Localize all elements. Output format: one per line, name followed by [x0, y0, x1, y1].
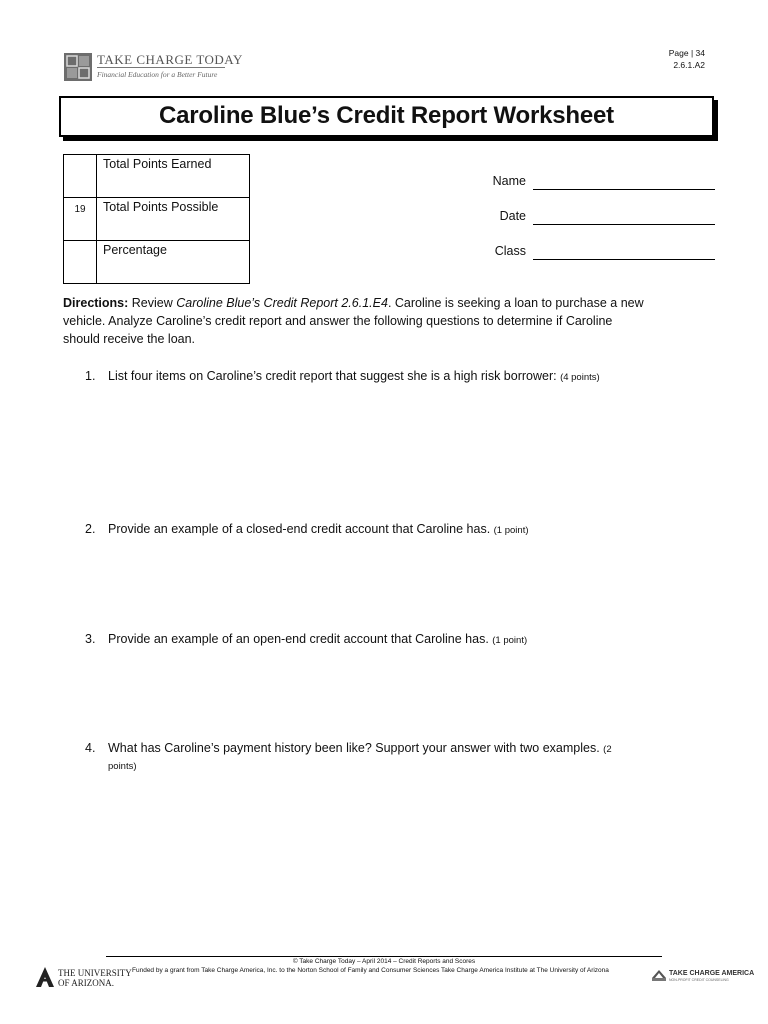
directions-text: should receive the loan.: [63, 332, 196, 346]
question-text: Provide an example of an open-end credit account that Caroline has.: [108, 632, 493, 646]
logo-divider: [97, 67, 225, 68]
class-field[interactable]: [533, 259, 715, 260]
ua-line-2: OF ARIZONA.: [58, 978, 115, 988]
directions-text: Review: [128, 296, 177, 310]
question-number: 2.: [85, 522, 96, 536]
doc-code: 2.6.1.A2: [673, 60, 705, 70]
page-label: Page | 34: [668, 48, 705, 58]
points-cell[interactable]: [64, 155, 97, 198]
question-text: List four items on Caroline’s credit report that suggest she is a high risk borrower:: [108, 369, 561, 383]
take-charge-america-logo-icon: [652, 968, 666, 982]
question-points: (1 point): [493, 525, 529, 536]
take-charge-america-name: TAKE CHARGE AMERICA: [669, 970, 755, 977]
date-label: Date: [499, 209, 526, 223]
question-1: [85, 367, 665, 387]
question-points: (2: [603, 744, 612, 755]
take-charge-today-logo-icon: [64, 53, 92, 81]
question-points: (4 points): [560, 372, 600, 383]
question-number: 1.: [85, 369, 96, 383]
ua-line-1: THE UNIVERSITY: [58, 968, 132, 978]
name-label: Name: [492, 174, 526, 188]
question-text: Provide an example of a closed-end credit account that Caroline has.: [108, 522, 494, 536]
table-row: [64, 198, 250, 241]
points-label: Total Points Earned: [97, 155, 250, 198]
logo-tagline: Financial Education for a Better Future: [97, 70, 218, 79]
question-4: [85, 739, 665, 773]
footer-funding: Funded by a grant from Take Charge America, Inc. to the Norton School of Family and Consumer Sciences Take Charge America Institute at The University of Arizona: [132, 967, 609, 974]
points-table: [63, 154, 250, 284]
university-of-arizona-name: [58, 968, 132, 988]
question-points: points): [108, 761, 137, 772]
page-number-block: [669, 47, 705, 71]
logo-title: TAKE CHARGE TODAY: [97, 52, 243, 67]
directions-text: vehicle. Analyze Caroline’s credit report and answer the following questions to determine if Caroline: [63, 314, 613, 328]
points-cell[interactable]: [64, 241, 97, 284]
title-box: [59, 96, 714, 137]
directions-text: . Caroline is seeking a loan to purchase a new: [387, 296, 644, 310]
date-field[interactable]: [533, 224, 715, 225]
table-row: [64, 155, 250, 198]
directions-reference: Caroline Blue’s Credit Report 2.6.1.E4: [176, 296, 388, 310]
directions-paragraph: [63, 294, 663, 348]
question-points: (1 point): [492, 635, 528, 646]
footer-divider: [106, 956, 662, 957]
footer-copyright: © Take Charge Today – April 2014 – Credit Reports and Scores: [292, 958, 476, 965]
table-row: [64, 241, 250, 284]
class-label: Class: [494, 244, 526, 258]
points-cell[interactable]: 19: [64, 198, 97, 241]
question-number: 3.: [85, 632, 96, 646]
question-3: [85, 630, 665, 650]
question-text: What has Caroline’s payment history been like? Support your answer with two examples.: [108, 741, 604, 755]
directions-label: Directions:: [63, 296, 129, 310]
page-title: Caroline Blue’s Credit Report Worksheet: [159, 102, 614, 129]
points-label: Percentage: [97, 241, 250, 284]
take-charge-america-subtitle: NON-PROFIT CREDIT COUNSELING: [669, 978, 729, 982]
name-field[interactable]: [533, 189, 715, 190]
points-label: Total Points Possible: [97, 198, 250, 241]
university-of-arizona-logo-icon: [35, 966, 55, 988]
question-2: [85, 520, 665, 540]
question-number: 4.: [85, 741, 96, 755]
